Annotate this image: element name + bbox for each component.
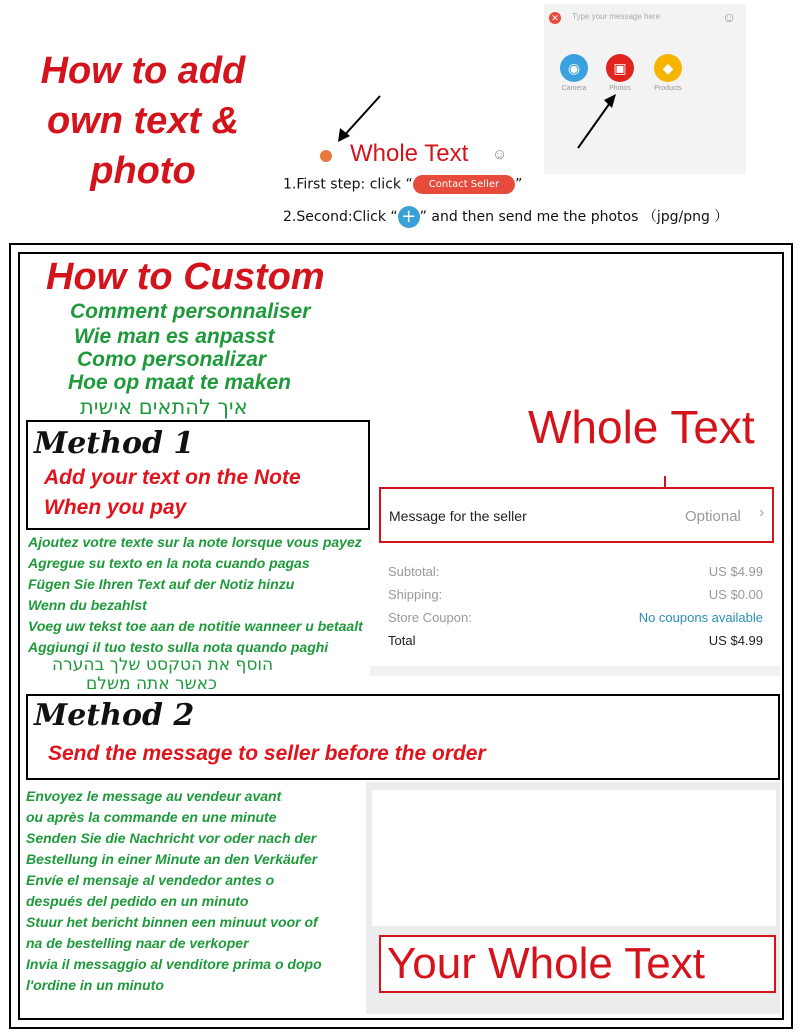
row-label: Total	[388, 633, 416, 648]
translation-line: Fügen Sie Ihren Text auf der Notiz hinzu	[28, 576, 295, 592]
step2-prefix: 2.Second:Click “	[283, 209, 398, 225]
close-icon[interactable]: ✕	[549, 12, 561, 24]
row-value: US $0.00	[708, 587, 763, 602]
translation-line: Stuur het bericht binnen een minuut voor of	[26, 914, 318, 930]
checkout-panel	[370, 401, 780, 676]
method1-line: Add your text on the Note	[44, 466, 301, 489]
plus-small-icon[interactable]	[320, 150, 332, 162]
your-whole-text-box[interactable]	[379, 935, 776, 993]
row-label: Subtotal:	[388, 564, 440, 579]
seller-message-field[interactable]	[379, 487, 774, 543]
translation-line: Bestellung in einer Minute an den Verkäufer	[26, 851, 318, 867]
step-1	[283, 175, 522, 194]
row-label: Store Coupon:	[388, 610, 472, 625]
summary-row	[388, 560, 763, 583]
camera-icon: ◉	[560, 54, 588, 82]
translation-line: Ajoutez votre texte sur la note lorsque vous payez	[28, 534, 362, 550]
row-label: Shipping:	[388, 587, 443, 602]
photos-label: Photos	[609, 85, 631, 92]
arrow-head-icon	[604, 94, 616, 108]
compose-panel	[366, 782, 780, 1014]
method2-line: Send the message to seller before the order	[48, 742, 486, 765]
products-label: Products	[654, 85, 682, 92]
custom-translation: Como personalizar	[77, 348, 267, 371]
coupon-link[interactable]: No coupons available	[638, 610, 763, 625]
checkout-whole-text: Whole Text	[528, 401, 755, 453]
step-2	[283, 206, 728, 228]
optional-placeholder: Optional	[685, 508, 741, 525]
arrows	[0, 0, 801, 240]
compose-textarea[interactable]	[372, 790, 776, 926]
custom-title: How to Custom	[46, 256, 325, 298]
row-value: US $4.99	[708, 633, 763, 648]
translation-line: Voeg uw tekst toe aan de notitie wanneer u betaalt	[28, 618, 363, 634]
method2-title: Method 2	[34, 698, 195, 733]
method2-box	[26, 694, 780, 780]
step1-suffix: ”	[515, 176, 523, 193]
translation-line: ou après la commande en une minute	[26, 809, 277, 825]
custom-translation: Comment personnaliser	[70, 300, 311, 323]
translation-line: Aggiungi il tuo testo sulla nota quando paghi	[28, 639, 329, 655]
summary-row	[388, 629, 763, 652]
translation-line: na de bestelling naar de verkoper	[26, 935, 249, 951]
hebrew-line: כאשר אתה משלם	[86, 674, 217, 694]
translation-line: l'ordine in un minuto	[26, 977, 164, 993]
method2-translations	[26, 786, 366, 996]
emoji-icon[interactable]: ☺	[492, 146, 508, 163]
camera-label: Camera	[561, 85, 587, 92]
summary-row	[388, 606, 763, 629]
row-value: US $4.99	[708, 564, 763, 579]
translation-line: Senden Sie die Nachricht vor oder nach der	[26, 830, 317, 846]
translation-line: después del pedido en un minuto	[26, 893, 249, 909]
custom-translation: Hoe op maat te maken	[68, 371, 291, 394]
translation-line: Agregue su texto en la nota cuando pagas	[28, 555, 310, 571]
step1-prefix: 1.First step: click “	[283, 176, 413, 193]
hebrew-line: הוסף את הטקסט שלך בהערה	[52, 655, 274, 675]
method1-line: When you pay	[44, 496, 187, 519]
title-line: photo	[90, 150, 196, 192]
arrow-to-photos	[578, 100, 612, 148]
method1-title: Method 1	[34, 426, 195, 461]
panel-footer	[370, 666, 780, 676]
translation-line: Invia il messaggio al venditore prima o dopo	[26, 956, 322, 972]
plus-icon[interactable]: +	[398, 206, 420, 228]
chat-input-row	[320, 140, 510, 168]
your-whole-text: Your Whole Text	[387, 939, 705, 988]
translation-line: Envíe el mensaje al vendedor antes o	[26, 872, 275, 888]
custom-translation-hebrew: איך להתאים אישית	[80, 395, 248, 419]
photos-icon: ▣	[606, 54, 634, 82]
whole-text-label: Whole Text	[350, 140, 469, 167]
translation-line: Envoyez le message au vendeur avant	[26, 788, 282, 804]
method1-translations	[28, 532, 373, 658]
products-icon: ◆	[654, 54, 682, 82]
translation-line: Wenn du bezahlst	[28, 597, 147, 613]
message-label: Message for the seller	[389, 508, 527, 524]
method1-box	[26, 420, 370, 530]
summary-row	[388, 583, 763, 606]
contact-seller-button[interactable]: Contact Seller	[413, 175, 515, 194]
summary	[388, 560, 763, 652]
custom-translation: Wie man es anpasst	[74, 325, 275, 348]
chevron-right-icon: ›	[759, 504, 765, 521]
title-line: own text &	[46, 100, 240, 142]
title-line: How to add	[40, 50, 246, 92]
emoji-icon[interactable]: ☺	[722, 9, 737, 25]
message-input[interactable]: Type your message here	[572, 12, 661, 21]
arrow-to-plus	[342, 96, 380, 138]
step2-suffix: ” and then send me the photos （jpg/png ）	[419, 209, 729, 225]
